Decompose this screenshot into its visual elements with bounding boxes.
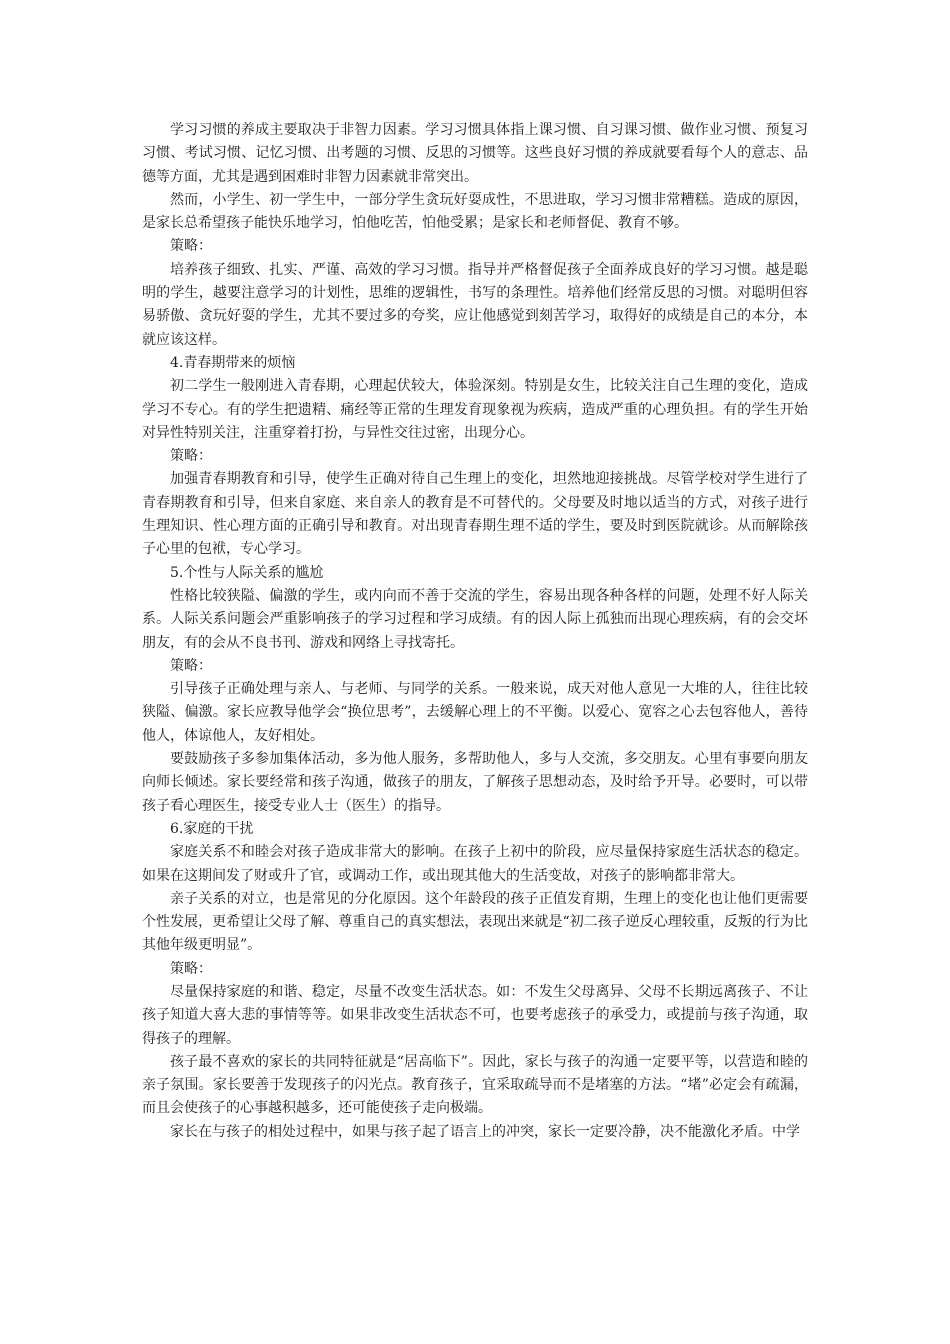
section-heading: 4.青春期带来的烦恼 — [170, 354, 296, 371]
body-paragraph: 引导孩子正确处理与亲人、与老师、与同学的关系。一般来说，成天对他人意见一大堆的人，往往比较狭隘、偏激。家长应教导他学会“换位思考”，去缓解心理上的不平衡。以爱心、宽容之心去包容他人，善待他人，体谅他人，友好相处。 — [142, 681, 808, 744]
body-paragraph: 学习习惯的养成主要取决于非智力因素。学习习惯具体指上课习惯、自习课习惯、做作业习惯、预复习习惯、考试习惯、记忆习惯、出考题的习惯、反思的习惯等。这些良好习惯的养成就要看每个人的意志、品德等方面，尤其是遇到困难时非智力因素就非常突出。 — [142, 122, 808, 185]
body-paragraph: 家庭关系不和睦会对孩子造成非常大的影响。在孩子上初中的阶段，应尽量保持家庭生活状态的稳定。如果在这期间发了财或升了官，或调动工作，或出现其他大的生活变故，对孩子的影响都非常大。 — [142, 844, 808, 884]
strategy-label: 策略： — [170, 657, 212, 674]
body-paragraph: 孩子最不喜欢的家长的共同特征就是“居高临下”。因此，家长与孩子的沟通一定要平等，以营造和睦的亲子氛围。家长要善于发现孩子的闪光点。教育孩子，宜采取疏导而不是堵塞的方法。“堵”必定会有疏漏，而且会使孩子的心事越积越多，还可能使孩子走向极端。 — [142, 1053, 808, 1117]
section-heading: 6.家庭的干扰 — [170, 820, 254, 837]
strategy-label: 策略： — [170, 448, 212, 465]
body-paragraph: 性格比较狭隘、偏激的学生，或内向而不善于交流的学生，容易出现各种各样的问题，处理不好人际关系。人际关系问题会严重影响孩子的学习过程和学习成绩。有的因人际上孤独而出现心理疾病，有的会交坏朋友，有的会从不良书刊、游戏和网络上寻找寄托。 — [142, 587, 808, 651]
body-paragraph: 初二学生一般刚进入青春期，心理起伏较大，体验深刻。特别是女生，比较关注自己生理的变化，造成学习不专心。有的学生把遗精、痛经等正常的生理发育现象视为疾病，造成严重的心理负担。有的学生开始对异性特别关注，注重穿着打扮，与异性交往过密，出现分心。 — [142, 378, 808, 441]
document-page — [142, 119, 808, 1144]
strategy-label: 策略： — [170, 238, 212, 255]
body-paragraph: 家长在与孩子的相处过程中，如果与孩子起了语言上的冲突，家长一定要冷静，决不能激化矛盾。中学 — [170, 1123, 800, 1140]
body-paragraph: 加强青春期教育和引导，使学生正确对待自己生理上的变化，坦然地迎接挑战。尽管学校对学生进行了青春期教育和引导，但来自家庭、来自亲人的教育是不可替代的。父母要及时地以适当的方式，对孩子进行生理知识、性心理方面的正确引导和教育。对出现青春期生理不适的学生，要及时到医院就诊。从而解除孩子心里的包袱，专心学习。 — [142, 471, 808, 558]
strategy-label: 策略： — [170, 960, 212, 977]
body-paragraph: 要鼓励孩子多参加集体活动，多为他人服务，多帮助他人，多与人交流，多交朋友。心里有事要向朋友向师长倾述。家长要经常和孩子沟通，做孩子的朋友，了解孩子思想动态，及时给予开导。必要时，可以带孩子看心理医生，接受专业人士（医生）的指导。 — [142, 751, 808, 814]
body-paragraph: 培养孩子细致、扎实、严谨、高效的学习习惯。指导并严格督促孩子全面养成良好的学习习惯。越是聪明的学生，越要注意学习的计划性，思维的逻辑性，书写的条理性。培养他们经常反思的习惯。对聪明但容易骄傲、贪玩好耍的学生，尤其不要过多的夸奖，应让他感觉到刻苦学习，取得好的成绩是自己的本分，本就应该这样。 — [142, 261, 808, 348]
section-heading: 5.个性与人际关系的尴尬 — [170, 564, 324, 581]
body-paragraph: 亲子关系的对立，也是常见的分化原因。这个年龄段的孩子正值发育期，生理上的变化也让他们更需要个性发展，更希望让父母了解、尊重自己的真实想法，表现出来就是“初二孩子逆反心理较重，反叛的行为比其他年级更明显”。 — [142, 890, 808, 954]
body-paragraph: 然而，小学生、初一学生中，一部分学生贪玩好耍成性，不思进取，学习习惯非常糟糕。造成的原因，是家长总希望孩子能快乐地学习，怕他吃苦，怕他受累；是家长和老师督促、教育不够。 — [142, 191, 808, 232]
body-paragraph: 尽量保持家庭的和谐、稳定，尽量不改变生活状态。如：不发生父母离异、父母不长期远离孩子、不让孩子知道大喜大悲的事情等等。如果非改变生活状态不可，也要考虑孩子的承受力，或提前与孩子沟通，取得孩子的理解。 — [142, 983, 808, 1047]
